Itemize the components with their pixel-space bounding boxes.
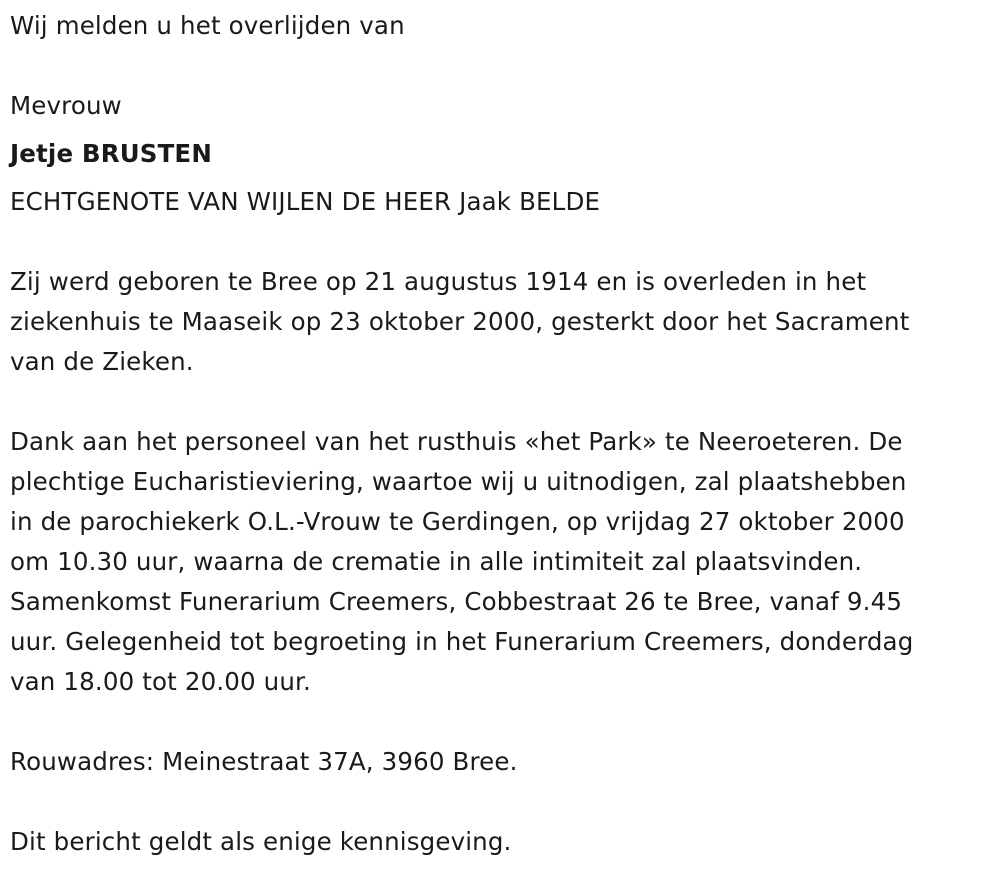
paragraph-line: om 10.30 uur, waarna de crematie in alle intimiteit zal plaatsvinden. xyxy=(10,547,863,576)
intro-text: Wij melden u het overlijden van xyxy=(10,11,405,40)
paragraph-line: ziekenhuis te Maaseik op 23 oktober 2000, gesterkt door het Sacrament xyxy=(10,307,910,336)
mourning-address-text: Rouwadres: Meinestraat 37A, 3960 Bree. xyxy=(10,747,518,776)
mourning-address xyxy=(10,742,995,782)
paragraph-line: plechtige Eucharistieviering, waartoe wij u uitnodigen, zal plaatshebben xyxy=(10,467,907,496)
birth-death-paragraph xyxy=(10,262,995,382)
paragraph-line: in de parochiekerk O.L.-Vrouw te Gerdingen, op vrijdag 27 oktober 2000 xyxy=(10,507,905,536)
spouse-line: ECHTGENOTE VAN WIJLEN DE HEER Jaak BELDE xyxy=(10,187,601,216)
paragraph-line: uur. Gelegenheid tot begroeting in het Funerarium Creemers, donderdag xyxy=(10,627,914,656)
paragraph-line: van 18.00 tot 20.00 uur. xyxy=(10,667,311,696)
closing-text: Dit bericht geldt als enige kennisgeving. xyxy=(10,827,512,856)
closing-note xyxy=(10,822,995,862)
paragraph-line: Dank aan het personeel van het rusthuis «het Park» te Neeroeteren. De xyxy=(10,427,903,456)
paragraph-line: van de Zieken. xyxy=(10,347,194,376)
deceased-name: Jetje BRUSTEN xyxy=(10,139,212,168)
paragraph-line: Zij werd geboren te Bree op 21 augustus 1914 en is overleden in het xyxy=(10,267,867,296)
salutation: Mevrouw xyxy=(10,91,122,120)
service-paragraph xyxy=(10,422,995,702)
paragraph-line: Samenkomst Funerarium Creemers, Cobbestraat 26 te Bree, vanaf 9.45 xyxy=(10,587,903,616)
